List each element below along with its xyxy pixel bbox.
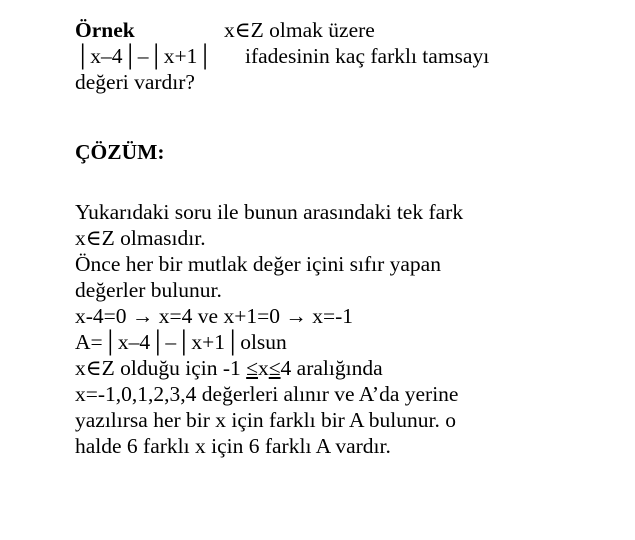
solution-heading: ÇÖZÜM:: [75, 140, 165, 164]
solution-line: x∈Z olmasıdır.: [75, 226, 206, 250]
range-variable: x: [257, 356, 269, 380]
solution-line: x=-1,0,1,2,3,4 değerleri alınır ve A’da yerine: [75, 382, 459, 406]
solution-definition: A=│x–4│–│x+1│olsun: [75, 330, 287, 354]
solution-line: Yukarıdaki soru ile bunun arasındaki tek fark: [75, 200, 464, 224]
absolute-value-expression: │x–4│–│x+1│: [75, 44, 213, 68]
range-suffix: 4 aralığında: [280, 356, 383, 380]
example-condition: x∈Z olmak üzere: [224, 18, 375, 42]
question-text: ifadesinin kaç farklı tamsayı: [245, 44, 490, 68]
solution-equations: x-4=0 → x=4 ve x+1=0 → x=-1: [75, 304, 353, 328]
question-text-line2: değeri vardır?: [75, 70, 195, 94]
range-prefix: x∈Z olduğu için -1: [75, 356, 247, 380]
less-equal-symbol: ≤: [268, 356, 281, 380]
example-label: Örnek: [75, 18, 135, 42]
solution-conclusion: halde 6 farklı x için 6 farklı A vardır.: [75, 434, 391, 458]
solution-line: yazılırsa her bir x için farklı bir A bulunur. o: [75, 408, 456, 432]
solution-line: değerler bulunur.: [75, 278, 222, 302]
solution-line: Önce her bir mutlak değer içini sıfır yapan: [75, 252, 441, 276]
range-line: [75, 356, 383, 380]
less-equal-symbol: ≤: [246, 356, 258, 380]
